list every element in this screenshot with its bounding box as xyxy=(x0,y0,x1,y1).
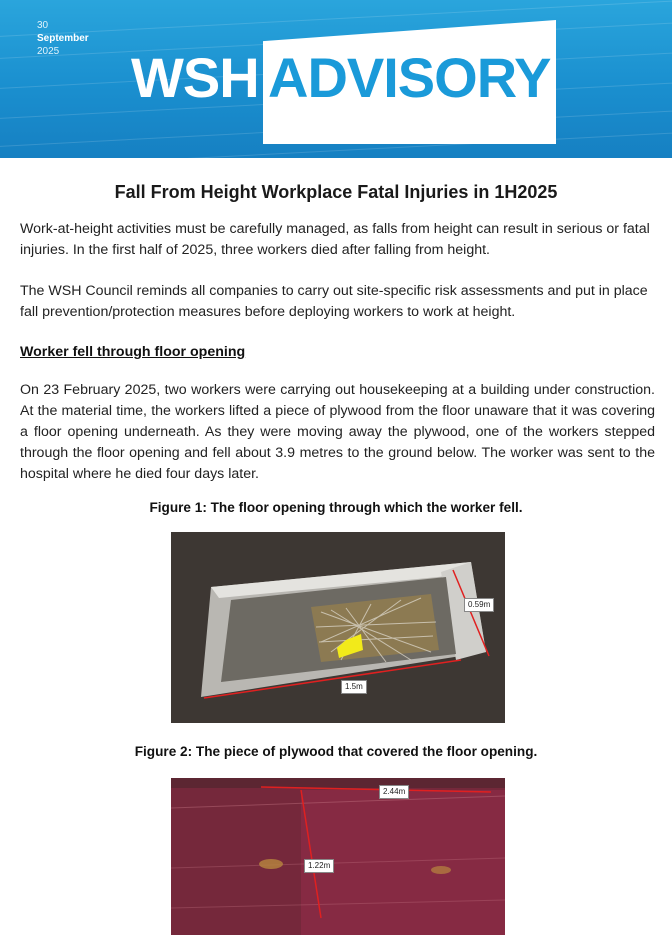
logo-advisory: ADVISORY xyxy=(268,46,551,109)
figure1-length-label: 1.5m xyxy=(341,680,367,694)
intro-paragraph: Work-at-height activities must be carefully managed, as falls from height can result in serious or fatal injuries. In the first half of 2025, three workers died after falling from height. xyxy=(20,221,650,258)
figure1-width-label: 0.59m xyxy=(464,598,494,612)
page-title: Fall From Height Workplace Fatal Injuries in 1H2025 xyxy=(114,182,558,202)
figure2-photo xyxy=(171,778,505,935)
figure2-length-label: 2.44m xyxy=(379,785,409,799)
figure2-width-label: 1.22m xyxy=(304,859,334,873)
figure1-photo xyxy=(171,532,505,723)
date-month: September xyxy=(37,33,89,44)
plywood-illustration xyxy=(171,778,505,935)
figure1-caption: Figure 1: The floor opening through which the worker fell. xyxy=(149,500,523,515)
section-heading: Worker fell through floor opening xyxy=(20,344,246,360)
date-day: 30 xyxy=(37,20,49,31)
issue-date xyxy=(37,19,89,58)
header-banner xyxy=(0,0,672,158)
reminder-paragraph: The WSH Council reminds all companies to carry out site-specific risk assessments and put in place fall prevention/protection measures before deploying workers to work at height. xyxy=(20,283,648,320)
floor-opening-illustration xyxy=(171,532,505,723)
logo-wsh: WSH xyxy=(131,46,259,109)
figure2-caption: Figure 2: The piece of plywood that covered the floor opening. xyxy=(134,744,538,759)
incident-paragraph: On 23 February 2025, two workers were carrying out housekeeping at a building under construction. At the material time, the workers lifted a piece of plywood from the floor unaware that it was covering a floor opening underneath. As they were moving away the plywood, one of the workers stepped through the floor opening and fell about 3.9 metres to the ground below. The worker was sent to the hospital where he died four days later. xyxy=(20,382,655,482)
date-year: 2025 xyxy=(37,46,60,57)
